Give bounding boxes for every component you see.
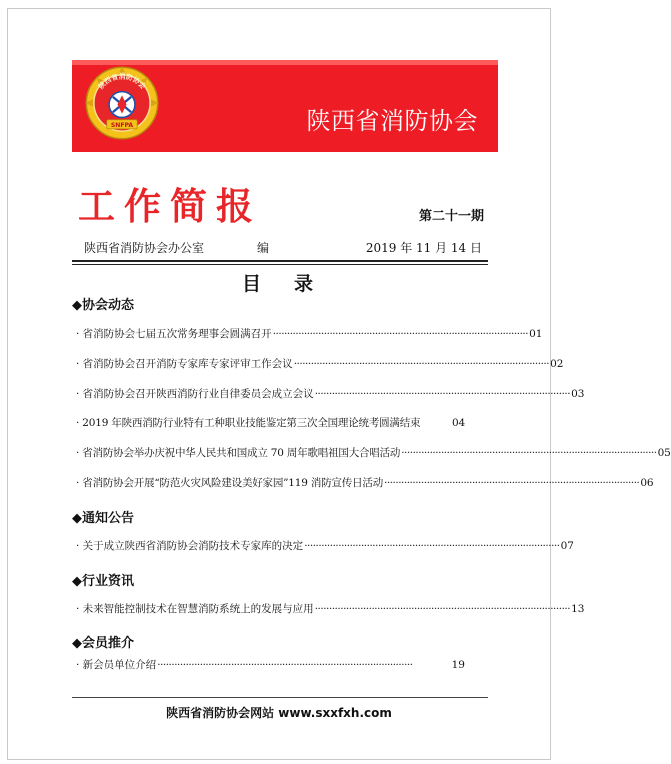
leader-dots: ·························································································· (157, 659, 413, 671)
toc-entry-page: 03 (571, 388, 585, 400)
toc-entry[interactable] (76, 475, 654, 493)
leader-dots: ·························································································· (272, 328, 529, 340)
editor-office: 陕西省消防协会办公室 (84, 241, 205, 255)
toc-entry-page: 07 (560, 540, 574, 552)
toc-entry-text: · 新会员单位介绍 (76, 659, 157, 671)
toc-entry-text: · 未来智能控制技术在智慧消防系统上的发展与应用 (76, 603, 314, 615)
leader-dots: ·························································································· (293, 358, 550, 370)
toc-entry[interactable] (76, 445, 671, 463)
toc-title: 目录 (242, 273, 347, 295)
org-name: 陕西省消防协会 (306, 107, 478, 135)
section-heading: ◆通知公告 (72, 511, 134, 526)
logo-text-bottom: SNFPA (110, 121, 134, 129)
toc-entry[interactable] (76, 356, 564, 374)
byline (72, 239, 488, 259)
toc-entry-page: 06 (640, 477, 654, 489)
footer-website[interactable]: 陕西省消防协会网站 www.sxxfxh.com (166, 706, 392, 720)
issue-number: 第二十一期 (418, 209, 484, 224)
toc-entry-text: · 省消防协会召开陕西消防行业自律委员会成立会议 (76, 388, 314, 400)
section-heading: ◆协会动态 (72, 298, 134, 313)
section-heading: ◆行业资讯 (72, 574, 134, 589)
toc-entry-page: 01 (529, 328, 543, 340)
toc-entry-text: · 省消防协会七届五次常务理事会圆满召开 (76, 328, 272, 340)
association-logo-icon (84, 65, 160, 141)
toc-entry-page: 13 (571, 603, 585, 615)
toc-entry-text: · 省消防协会举办庆祝中华人民共和国成立 70 周年歌唱祖国大合唱活动 (76, 447, 401, 459)
edit-label: 编 (257, 241, 270, 255)
toc-entry[interactable] (76, 326, 543, 344)
footer-rule (72, 697, 488, 698)
toc-entry-text: · 省消防协会开展“防范火灾风险建设美好家园”119 消防宣传日活动 (76, 477, 383, 489)
toc-entry-text: · 2019 年陕西消防行业特有工种职业技能鉴定第三次全国理论统考圆满结束 (76, 417, 421, 429)
leader-dots: ·························································································· (384, 477, 640, 489)
toc-entry[interactable] (76, 601, 585, 619)
header-banner (72, 60, 498, 152)
issue-date: 2019 年 11 月 14 日 (365, 241, 482, 255)
leader-dots: ·························································································· (314, 388, 571, 400)
toc-entry-page: 04 (452, 417, 465, 429)
toc-entry[interactable] (76, 415, 465, 433)
logo-text-top: 陕西省消防协会 (97, 72, 147, 91)
toc-entry[interactable] (76, 386, 585, 404)
toc-entry-text: · 关于成立陕西省消防协会消防技术专家库的决定 (76, 540, 304, 552)
header-rule-thick (72, 260, 488, 262)
toc-entry-page: 05 (657, 447, 671, 459)
toc-entry[interactable] (76, 538, 574, 556)
page-title: 工作简报 (78, 185, 262, 228)
toc-entry-page: 02 (550, 358, 564, 370)
leader-dots: ·························································································· (304, 540, 560, 552)
header-rule-thin (72, 264, 488, 265)
toc-entry[interactable] (76, 657, 465, 675)
toc-entry-page: 19 (451, 659, 465, 671)
leader-dots: ·························································································· (401, 447, 657, 459)
section-heading: ◆会员推介 (72, 636, 134, 651)
toc-entry-text: · 省消防协会召开消防专家库专家评审工作会议 (76, 358, 293, 370)
leader-dots: ·························································································· (314, 603, 571, 615)
